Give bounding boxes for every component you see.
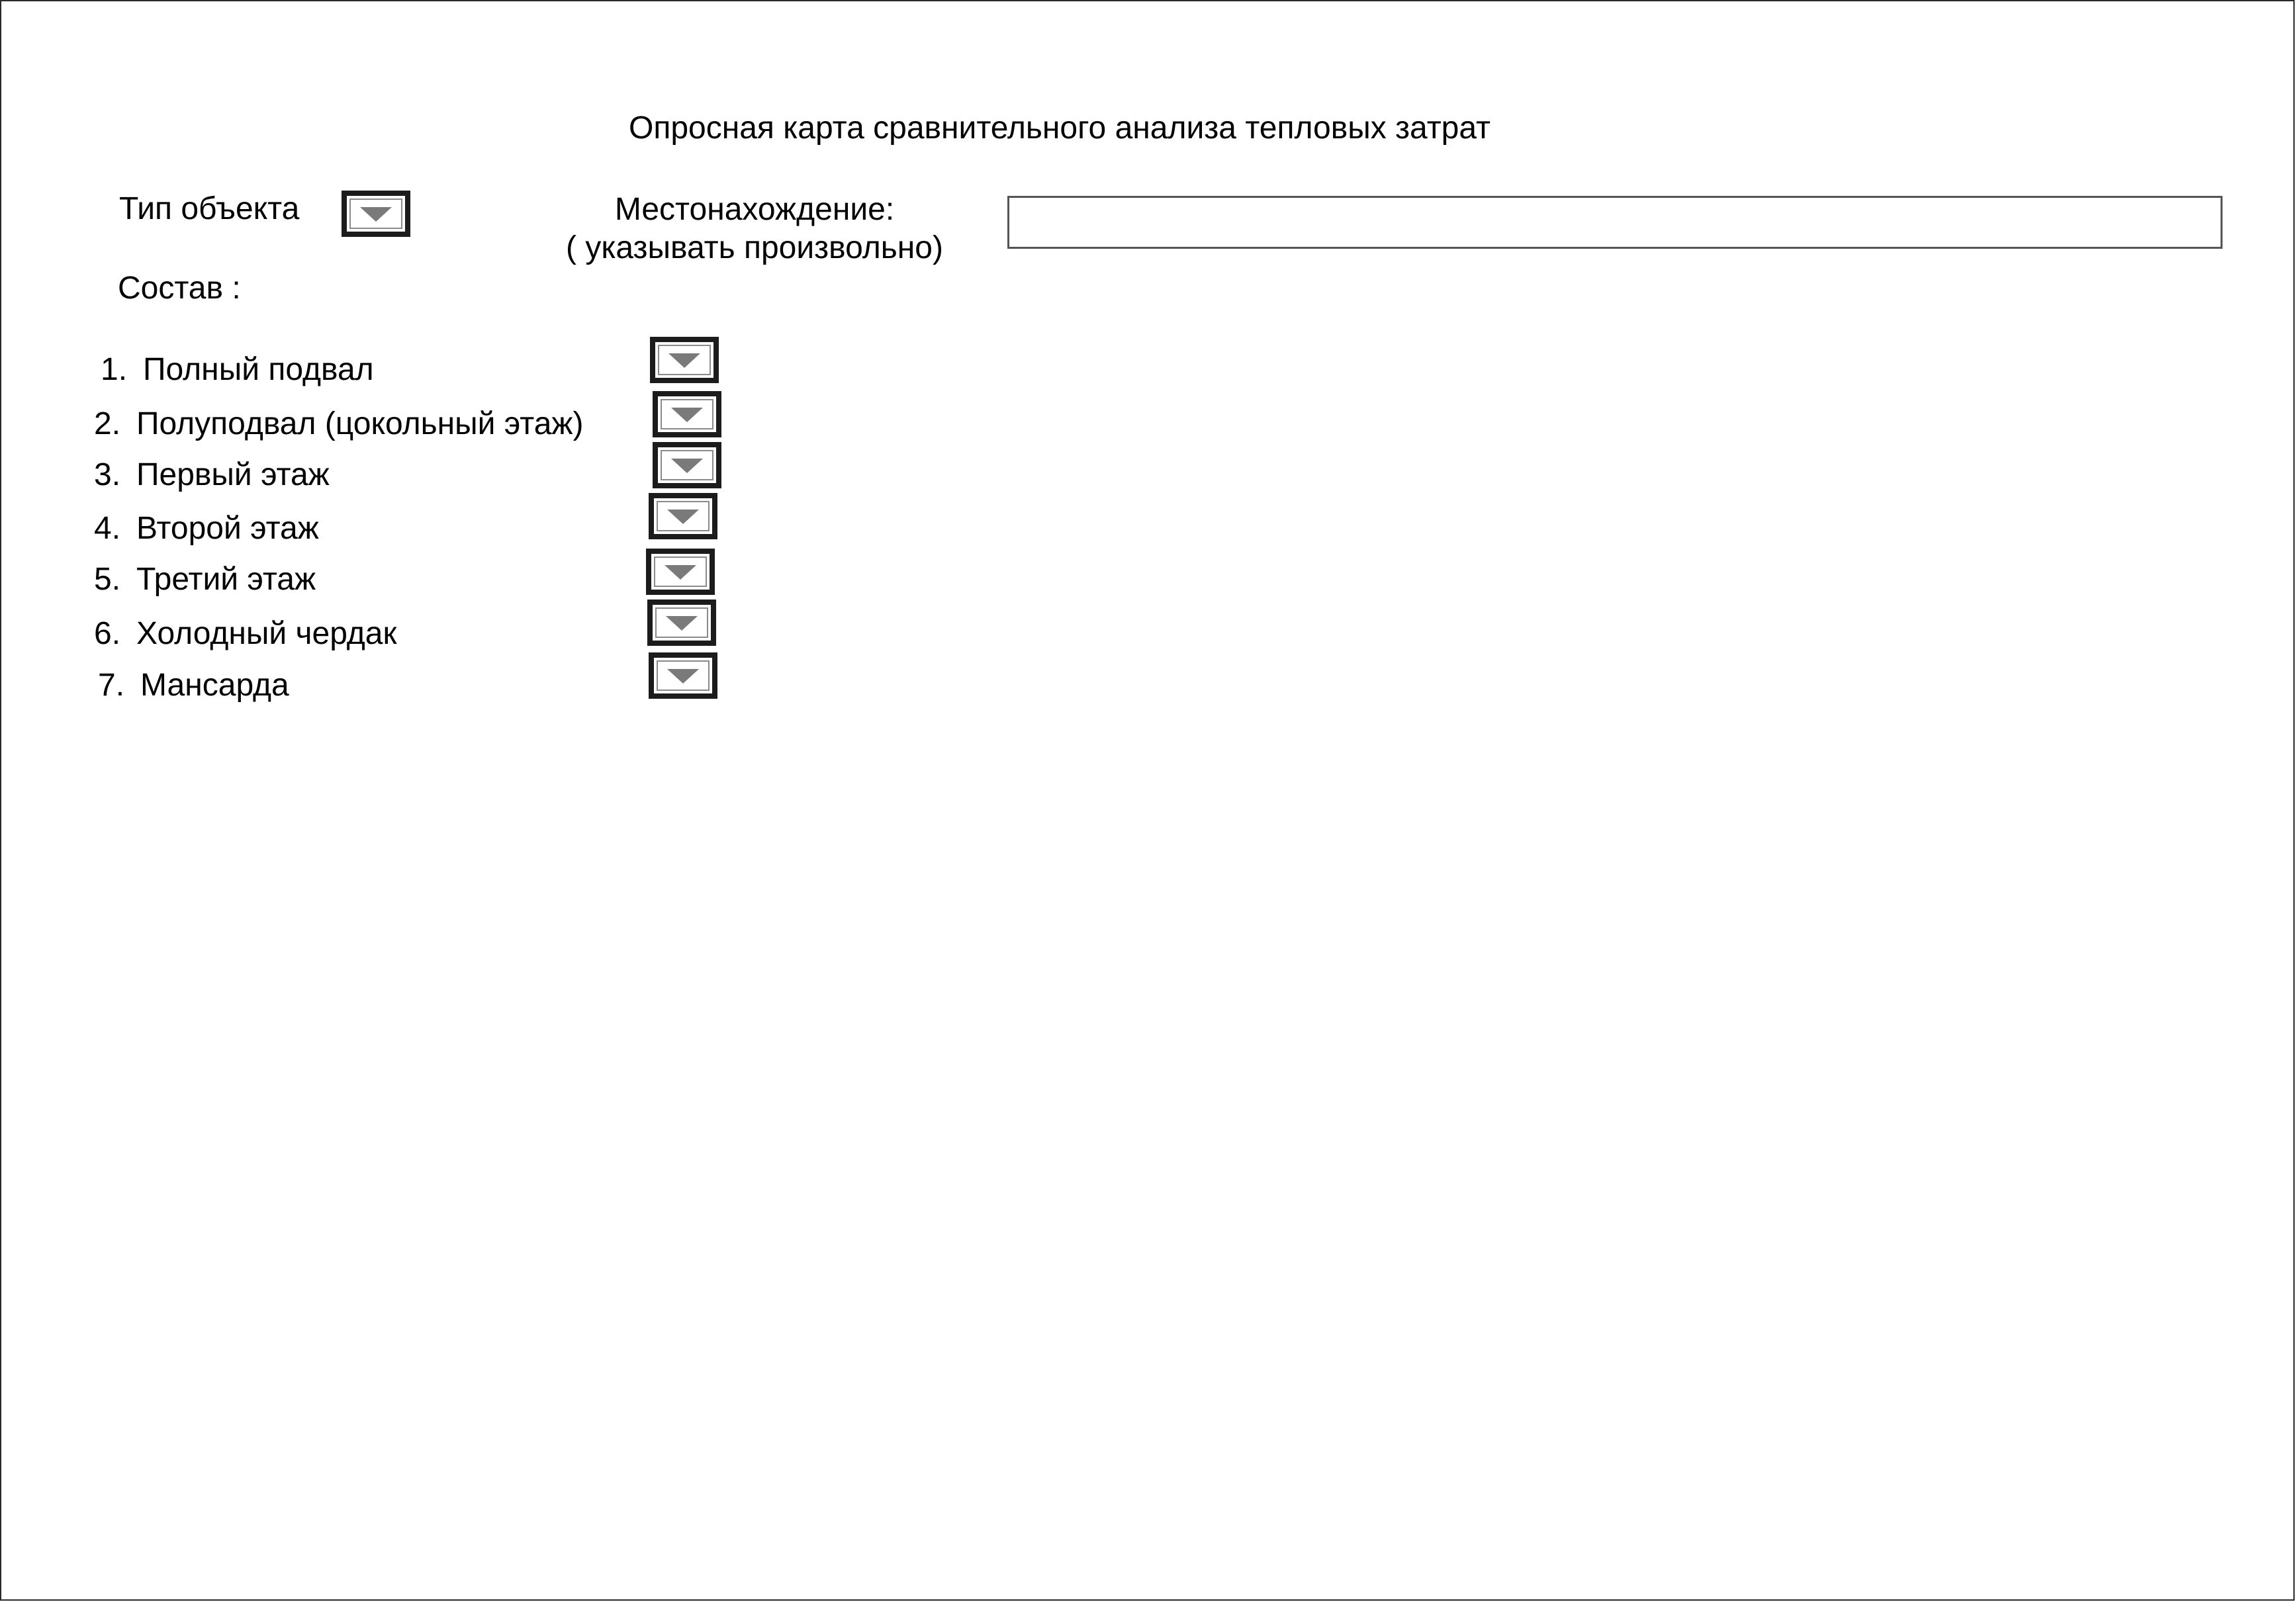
list-item-label: Третий этаж [136, 562, 316, 597]
object-type-label: Тип объекта [119, 191, 300, 226]
list-item-full-basement [101, 354, 374, 386]
chevron-down-icon [667, 510, 699, 524]
list-item-mansard [98, 670, 289, 701]
object-type-dropdown[interactable] [342, 191, 410, 237]
list-item-label: Первый этаж [136, 457, 330, 492]
composition-label: Состав : [118, 271, 241, 306]
chevron-down-icon [666, 616, 698, 631]
second-floor-dropdown[interactable] [649, 493, 717, 539]
list-item-semi-basement [94, 408, 583, 440]
list-item-number: 5. [94, 562, 121, 597]
first-floor-dropdown[interactable] [653, 442, 721, 488]
location-label [556, 191, 953, 267]
chevron-down-icon [668, 353, 700, 368]
chevron-down-icon [667, 669, 699, 684]
list-item-number: 4. [94, 511, 121, 546]
list-item-second-floor [94, 513, 319, 545]
page-title: Опросная карта сравнительного анализа тепловых затрат [629, 111, 1491, 146]
location-input[interactable] [1007, 196, 2223, 249]
list-item-number: 3. [94, 457, 121, 492]
third-floor-dropdown[interactable] [646, 549, 715, 595]
location-label-title: Местонахождение: [614, 192, 895, 227]
list-item-label: Полный подвал [143, 352, 374, 387]
full-basement-dropdown[interactable] [650, 337, 719, 383]
list-item-label: Холодный чердак [136, 616, 397, 651]
cold-attic-dropdown[interactable] [647, 600, 716, 646]
list-item-label: Мансарда [140, 668, 289, 703]
list-item-number: 1. [101, 352, 128, 387]
list-item-number: 2. [94, 406, 121, 441]
list-item-number: 7. [98, 668, 125, 703]
list-item-number: 6. [94, 616, 121, 651]
list-item-label: Полуподвал (цокольный этаж) [136, 406, 584, 441]
chevron-down-icon [360, 207, 392, 222]
list-item-third-floor [94, 564, 316, 596]
chevron-down-icon [671, 408, 703, 422]
list-item-cold-attic [94, 618, 397, 650]
list-item-first-floor [94, 459, 330, 491]
semi-basement-dropdown[interactable] [653, 391, 721, 437]
chevron-down-icon [671, 459, 703, 473]
location-label-hint: ( указывать произвольно) [566, 230, 943, 265]
list-item-label: Второй этаж [136, 511, 319, 546]
chevron-down-icon [665, 565, 696, 580]
mansard-dropdown[interactable] [649, 652, 717, 699]
